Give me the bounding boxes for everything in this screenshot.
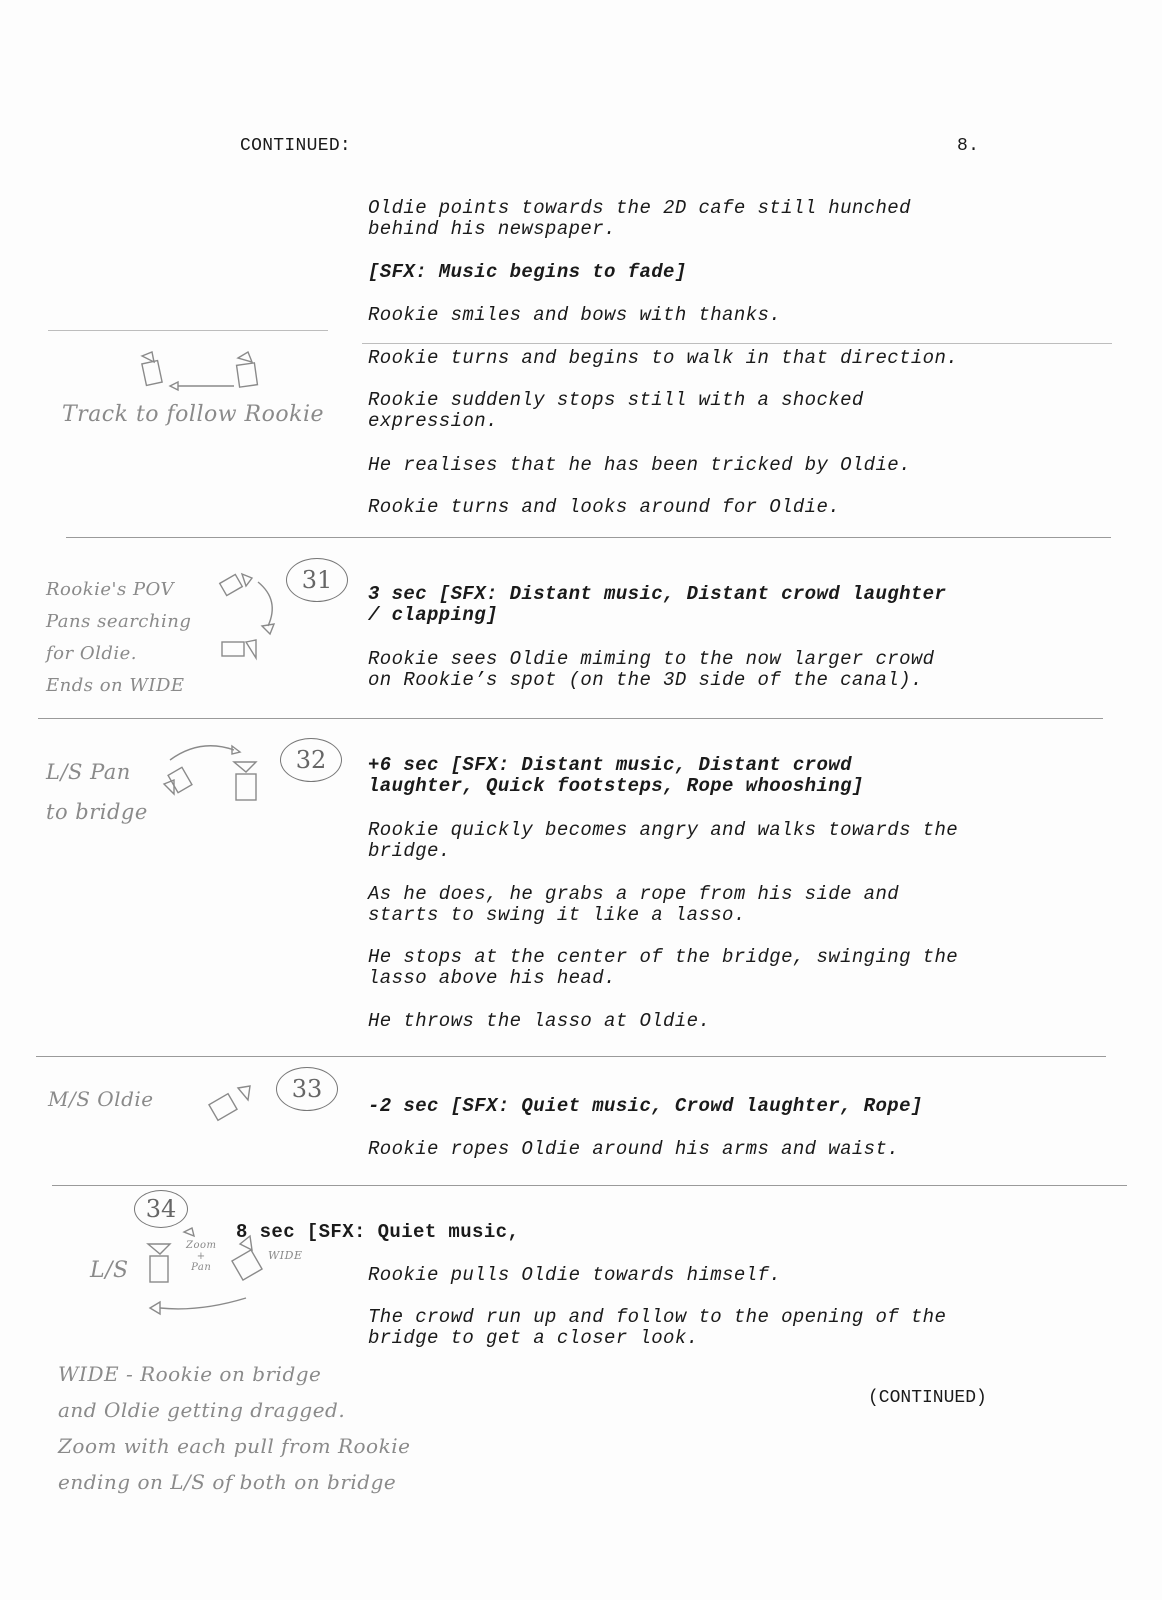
action-paragraph: The crowd run up and follow to the opening of the bridge to get a closer look. — [368, 1306, 947, 1349]
handwritten-note: L/S — [90, 1258, 129, 1283]
page-number: 8. — [957, 136, 980, 156]
camera-track-sketch — [130, 350, 290, 410]
action-paragraph: Rookie turns and begins to walk in that direction. — [368, 347, 959, 369]
divider — [48, 330, 328, 331]
camera-sketch — [206, 1082, 266, 1132]
divider — [38, 718, 1103, 719]
action-paragraph: Rookie smiles and bows with thanks. — [368, 304, 782, 326]
divider — [66, 537, 1111, 538]
continued-footer: (CONTINUED) — [868, 1388, 987, 1408]
shot-number-34: 34 — [134, 1190, 188, 1228]
action-paragraph: Rookie quickly becomes angry and walks towards the bridge. — [368, 819, 959, 862]
action-paragraph: He throws the lasso at Oldie. — [368, 1010, 711, 1032]
camera-zoom-sketch — [140, 1228, 320, 1338]
action-paragraph: Rookie ropes Oldie around his arms and waist. — [368, 1138, 900, 1160]
shot-number-31: 31 — [286, 558, 348, 602]
sfx-cue: 3 sec [SFX: Distant music, Distant crowd laughter / clapping] — [368, 583, 947, 626]
divider — [36, 1056, 1106, 1057]
action-paragraph: Rookie sees Oldie miming to the now larger crowd on Rookie’s spot (on the 3D side of the canal). — [368, 648, 935, 691]
sfx-cue: -2 sec [SFX: Quiet music, Crowd laughter, Rope] — [368, 1095, 923, 1117]
sketch-label: WIDE — [268, 1249, 303, 1262]
action-paragraph: As he does, he grabs a rope from his side and starts to swing it like a lasso. — [368, 883, 900, 926]
sfx-cue: 8 sec [SFX: Quiet music, — [236, 1221, 520, 1243]
sfx-cue: +6 sec [SFX: Distant music, Distant crowd laughter, Quick footsteps, Rope whooshing] — [368, 754, 864, 797]
handwritten-note: Rookie's POV Pans searching for Oldie. Ends on WIDE — [46, 579, 192, 696]
continued-header: CONTINUED: — [240, 136, 352, 156]
handwritten-note: WIDE - Rookie on bridge and Oldie getting dragged. Zoom with each pull from Rookie ending on L/S of both on bridge — [58, 1362, 411, 1494]
action-paragraph: Rookie suddenly stops still with a shocked expression. — [368, 389, 864, 432]
camera-pan-sketch — [160, 740, 280, 820]
handwritten-note: L/S Pan to bridge — [46, 760, 148, 824]
handwritten-note: Track to follow Rookie — [62, 402, 325, 427]
action-paragraph: He realises that he has been tricked by Oldie. — [368, 454, 911, 476]
action-paragraph: Rookie turns and looks around for Oldie. — [368, 496, 841, 518]
handwritten-note: M/S Oldie — [48, 1087, 154, 1111]
sketch-label: Zoom + Pan — [186, 1240, 217, 1273]
shot-number-33: 33 — [276, 1067, 338, 1111]
sfx-cue: [SFX: Music begins to fade] — [368, 261, 687, 283]
camera-pan-sketch — [200, 570, 290, 660]
action-paragraph: Oldie points towards the 2D cafe still hunched behind his newspaper. — [368, 197, 911, 240]
action-paragraph: He stops at the center of the bridge, swinging the lasso above his head. — [368, 946, 959, 989]
divider — [362, 343, 1112, 344]
divider — [52, 1185, 1127, 1186]
shot-number-32: 32 — [280, 738, 342, 782]
action-paragraph: Rookie pulls Oldie towards himself. — [368, 1264, 782, 1286]
